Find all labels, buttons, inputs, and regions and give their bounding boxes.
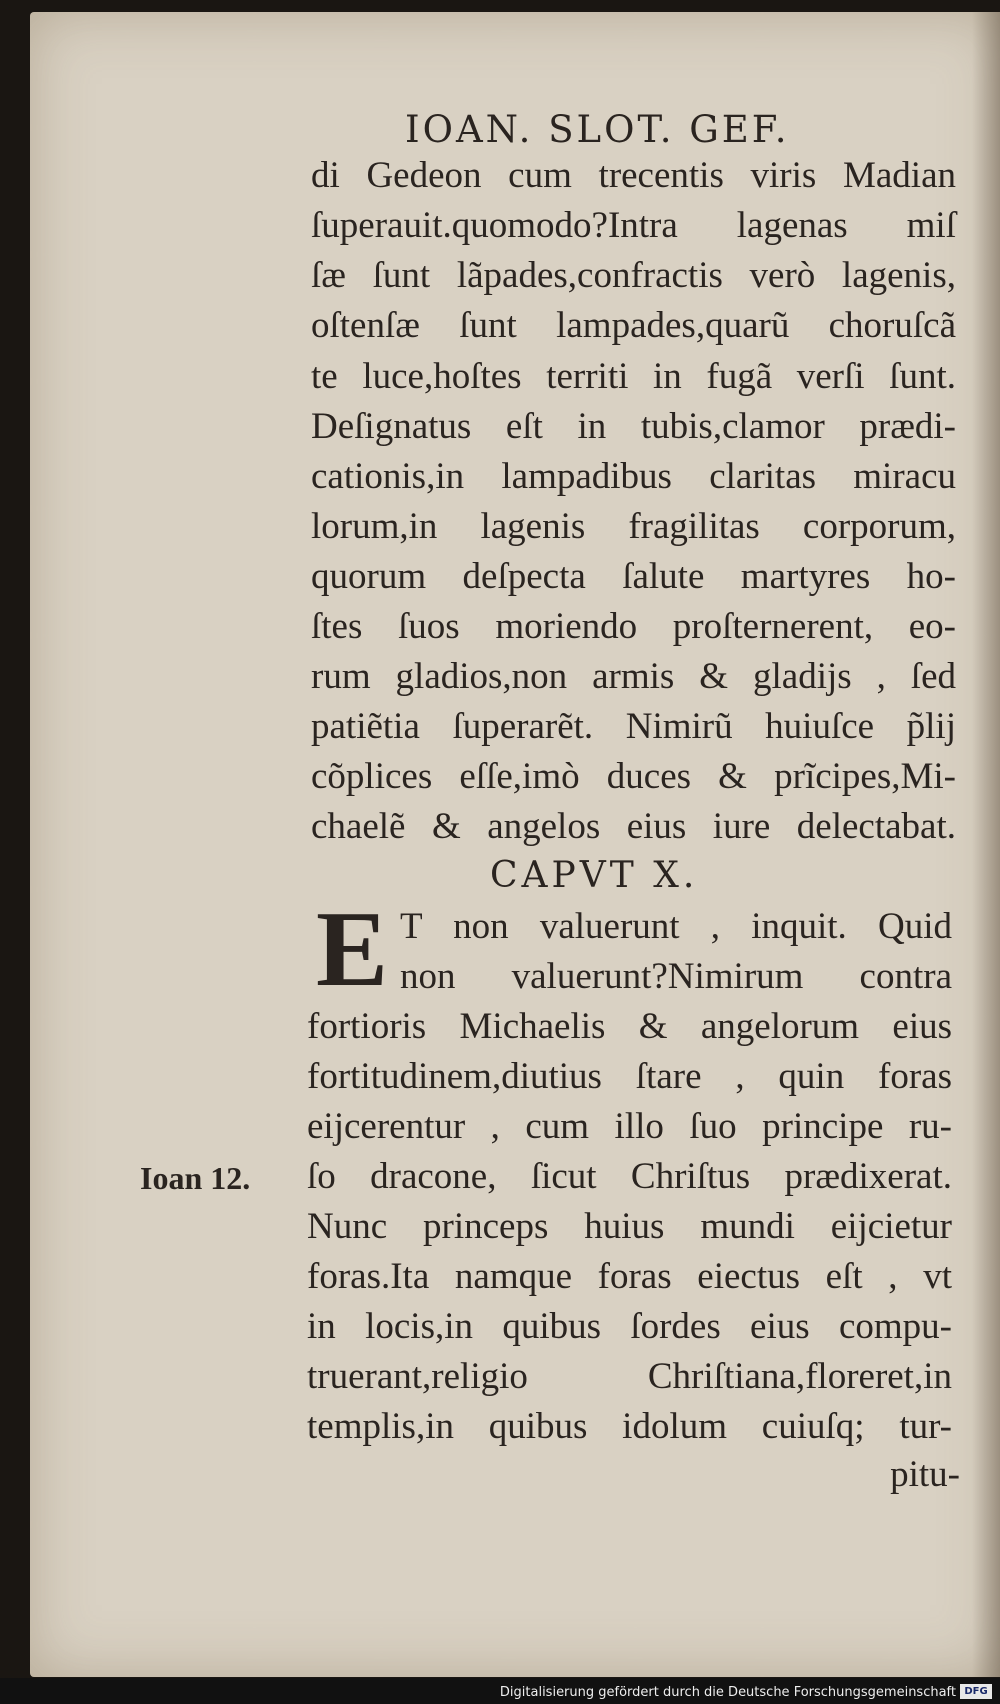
text-line: cõplices eſſe,imò duces & prĩcipes,Mi- [311, 756, 956, 797]
text-line: templis,in quibus idolum cuiuſq; tur- [307, 1406, 952, 1447]
text-line: ſæ ſunt lãpades,confractis verò lagenis, [311, 255, 956, 296]
text-line: in locis,in quibus ſordes eius compu- [307, 1306, 952, 1347]
text-line: foras.Ita namque foras eiectus eſt , vt [307, 1256, 952, 1297]
text-line: patiẽtia ſuperarẽt. Nimirũ huiuſce p̃lij [311, 706, 956, 747]
text-line: te luce,hoſtes territi in fugã verſi ſunt. [311, 356, 956, 397]
text-line: quorum deſpecta ſalute martyres ho- [311, 556, 956, 597]
margin-note: Ioan 12. [140, 1160, 251, 1196]
catchword: pitu- [890, 1454, 960, 1495]
chapter-title: CAPVT X. [490, 855, 699, 896]
text-line: truerant,religio Chriſtiana,floreret,in [307, 1356, 952, 1397]
text-line: cationis,in lampadibus claritas miracu [311, 456, 956, 497]
text-line: Nunc princeps huius mundi eijcietur [307, 1206, 952, 1247]
text-line: Deſignatus eſt in tubis,clamor prædi- [311, 406, 956, 447]
footer-credit: Digitalisierung gefördert durch die Deutsche Forschungsgemeinschaft [499, 1685, 956, 1700]
text-line: rum gladios,non armis & gladijs , ſed [311, 656, 956, 697]
text-line: ſo dracone, ſicut Chriſtus prædixerat. [307, 1156, 952, 1197]
text-line: chaelẽ & angelos eius iure delectabat. [311, 806, 956, 847]
text-line: oſtenſæ ſunt lampades,quarũ choruſcã [311, 305, 956, 346]
text-line: ſtes ſuos moriendo proſternerent, eo- [311, 606, 956, 647]
drop-capital: E [316, 890, 389, 1009]
text-line: ſuperauit.quomodo?Intra lagenas miſ [311, 205, 956, 246]
text-line: fortitudinem,diutius ſtare , quin foras [307, 1056, 952, 1097]
dfg-logo-icon: DFG [960, 1684, 992, 1699]
text-line: di Gedeon cum trecentis viris Madian [311, 155, 956, 196]
text-line: non valuerunt?Nimirum contra [400, 956, 952, 997]
text-line: fortioris Michaelis & angelorum eius [307, 1006, 952, 1047]
text-line: T non valuerunt , inquit. Quid [400, 906, 952, 947]
running-header: IOAN. SLOT. GEF. [405, 108, 790, 151]
digitization-footer [0, 1678, 1000, 1704]
text-line: lorum,in lagenis fragilitas corporum, [311, 506, 956, 547]
text-line: eijcerentur , cum illo ſuo principe ru- [307, 1106, 952, 1147]
